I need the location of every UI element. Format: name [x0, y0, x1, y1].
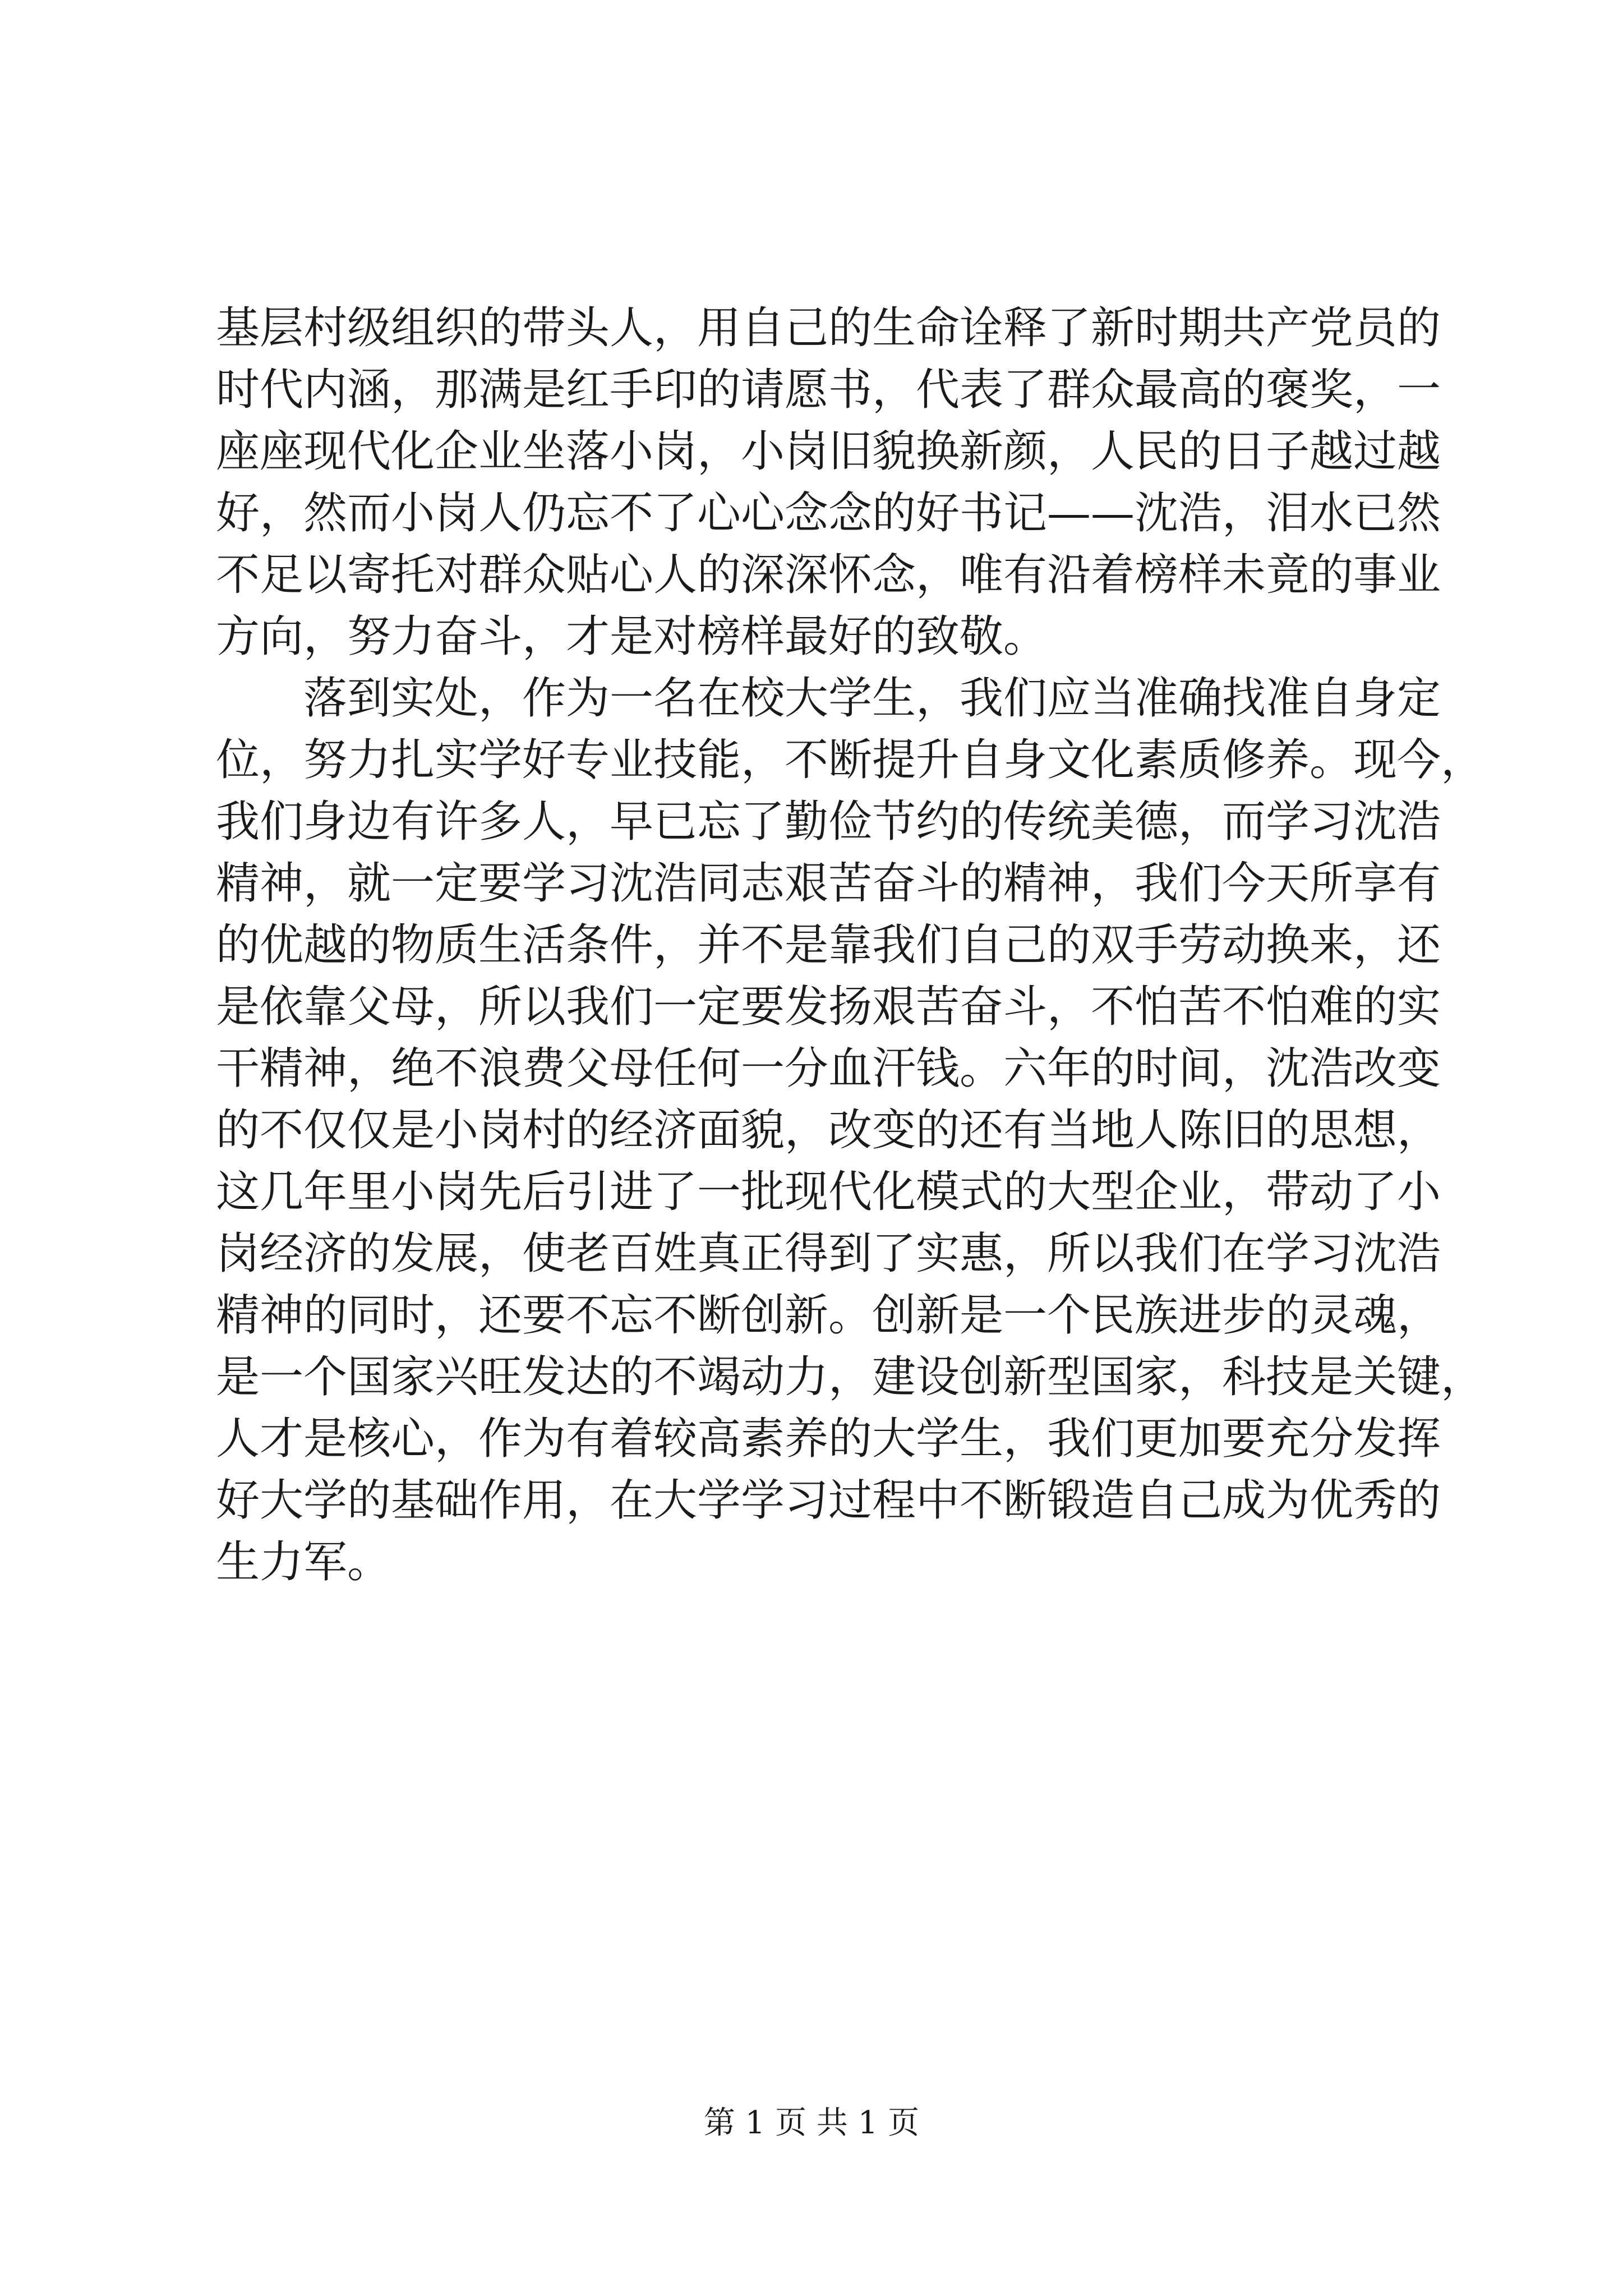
- text-line: 人才是核心，作为有着较高素养的大学生，我们更加要充分发挥: [216, 1414, 1441, 1464]
- text-line: 座座现代化企业坐落小岗，小岗旧貌换新颜，人民的日子越过越: [216, 426, 1441, 477]
- text-line: 的不仅仅是小岗村的经济面貌，改变的还有当地人陈旧的思想，: [216, 1105, 1441, 1156]
- text-line: 这几年里小岗先后引进了一批现代化模式的大型企业，带动了小: [216, 1167, 1441, 1217]
- text-line: 我们身边有许多人，早已忘了勤俭节约的传统美德，而学习沈浩: [216, 797, 1441, 847]
- text-line: 生力军。: [216, 1537, 391, 1588]
- text-line: 好，然而小岗人仍忘不了心心念念的好书记——沈浩，泪水已然: [216, 488, 1441, 539]
- text-line: 干精神，绝不浪费父母任何一分血汗钱。六年的时间，沈浩改变: [216, 1043, 1441, 1094]
- text-line: 好大学的基础作用，在大学学习过程中不断锻造自己成为优秀的: [216, 1475, 1441, 1526]
- page-footer: 第 1 页 共 1 页: [703, 2105, 920, 2141]
- text-line: 基层村级组织的带头人，用自己的生命诠释了新时期共产党员的: [216, 303, 1441, 353]
- text-line: 精神的同时，还要不忘不断创新。创新是一个民族进步的灵魂，: [216, 1290, 1441, 1341]
- text-line: 的优越的物质生活条件，并不是靠我们自己的双手劳动换来，还: [216, 920, 1441, 970]
- text-line: 位，努力扎实学好专业技能，不断提升自身文化素质修养。现今，: [216, 735, 1485, 785]
- text-line: 岗经济的发展，使老百姓真正得到了实惠，所以我们在学习沈浩: [216, 1228, 1441, 1279]
- text-line: 是依靠父母，所以我们一定要发扬艰苦奋斗，不怕苦不怕难的实: [216, 982, 1441, 1032]
- text-line: 是一个国家兴旺发达的不竭动力，建设创新型国家，科技是关键，: [216, 1352, 1485, 1402]
- text-line: 方向，努力奋斗，才是对榜样最好的致敬。: [216, 611, 1048, 662]
- text-line: 时代内涵，那满是红手印的请愿书，代表了群众最高的褒奖，一: [216, 365, 1441, 415]
- text-line: 精神，就一定要学习沈浩同志艰苦奋斗的精神，我们今天所享有: [216, 858, 1441, 909]
- text-line: 不足以寄托对群众贴心人的深深怀念，唯有沿着榜样未竟的事业: [216, 550, 1441, 600]
- text-line: 落到实处，作为一名在校大学生，我们应当准确找准自身定: [303, 673, 1441, 724]
